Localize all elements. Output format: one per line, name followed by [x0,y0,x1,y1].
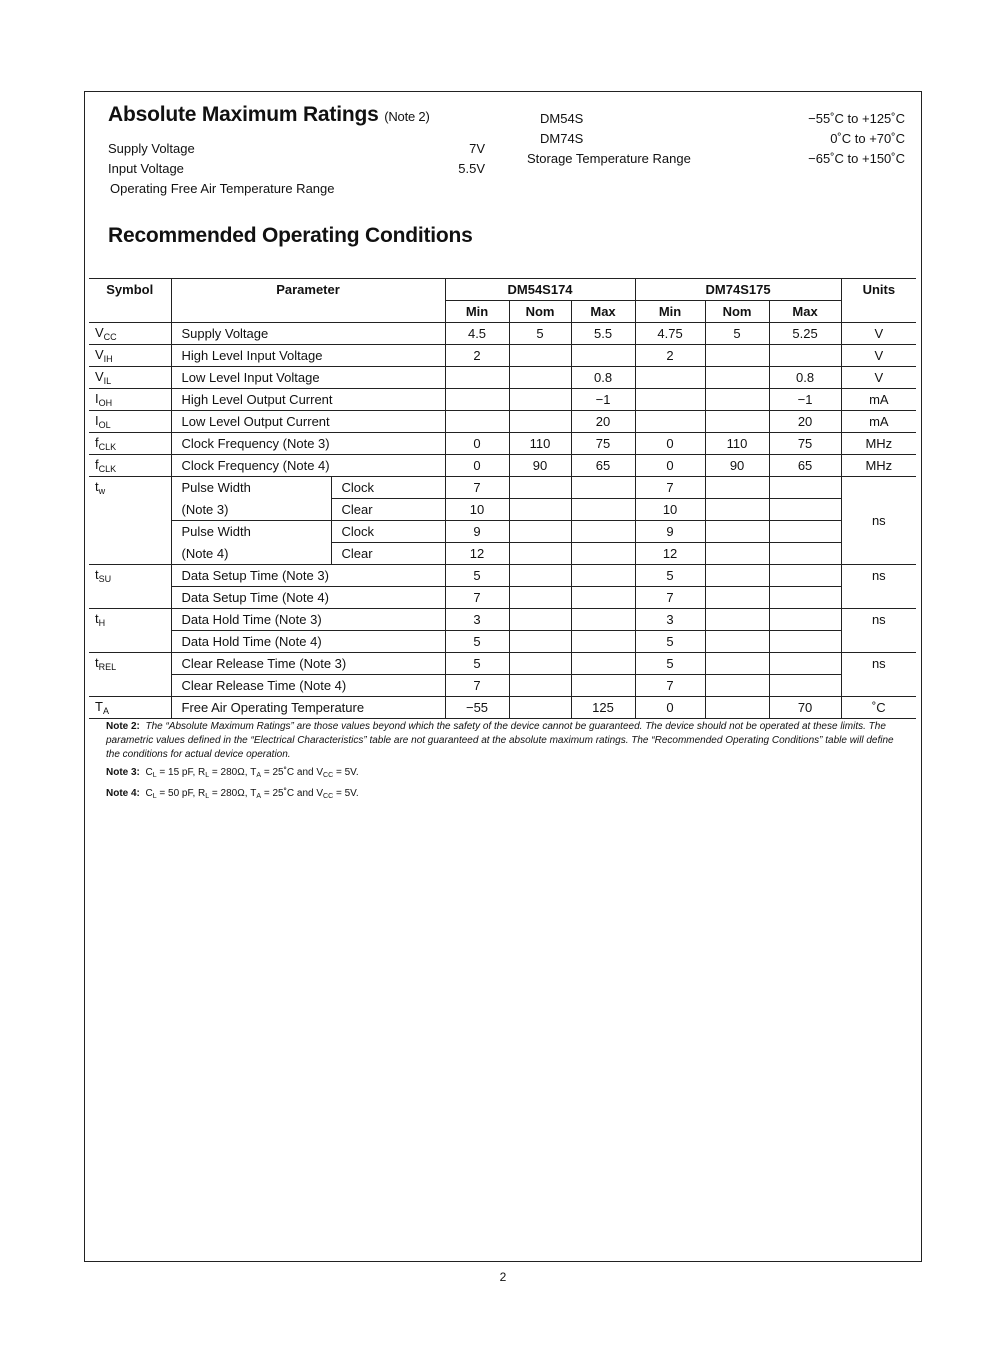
parameter-sub-cell: Clock [331,521,445,543]
header-parameter: Parameter [171,279,445,323]
abs-right-value-2: −65˚C to +150˚C [808,151,905,166]
parameter-cell: Clock Frequency (Note 3) [171,433,445,455]
value-cell: 10 [635,499,705,521]
value-cell [769,345,841,367]
unit-cell: mA [841,389,916,411]
symbol-cell: $t_H$ [89,609,171,653]
unit-cell: ns [841,477,916,565]
abs-max-title-text: Absolute Maximum Ratings [108,103,379,126]
parameter-cell: Clear Release Time (Note 3) [171,653,445,675]
value-cell [705,411,769,433]
table-row [89,433,916,455]
value-cell [445,367,509,389]
value-cell [445,411,509,433]
table-row [89,543,916,565]
parameter-cell: Free Air Operating Temperature [171,697,445,719]
value-cell: 7 [445,587,509,609]
header-min: Min [445,301,509,323]
value-cell: 4.5 [445,323,509,345]
value-cell [509,697,571,719]
value-cell: 7 [445,675,509,697]
value-cell: 0.8 [769,367,841,389]
value-cell: 7 [635,477,705,499]
roc-title: Recommended Operating Conditions [108,224,473,247]
parameter-cell: Data Hold Time (Note 3) [171,609,445,631]
value-cell: 0 [445,455,509,477]
value-cell: 5 [635,631,705,653]
header-nom: Nom [509,301,571,323]
parameter-sub-cell: Clock [331,477,445,499]
header-min: Min [635,301,705,323]
parameter-cell: Pulse Width [171,521,331,543]
value-cell: 0 [635,697,705,719]
parameter-cell: Data Setup Time (Note 3) [171,565,445,587]
value-cell [509,345,571,367]
unit-cell: ns [841,653,916,675]
header-max: Max [571,301,635,323]
value-cell: −1 [571,389,635,411]
symbol-cell: $f_{CLK}$ [89,433,171,455]
symbol-cell: $V_{IH}$ [89,345,171,367]
table-row [89,631,916,653]
value-cell: 125 [571,697,635,719]
value-cell [705,389,769,411]
abs-left-label-2: Operating Free Air Temperature Range [110,181,335,196]
value-cell: 65 [769,455,841,477]
value-cell [635,389,705,411]
header-group2: DM74S175 [635,279,841,301]
abs-right-value-0: −55˚C to +125˚C [808,111,905,126]
header-nom: Nom [705,301,769,323]
table-row [89,653,916,675]
value-cell: 7 [635,587,705,609]
symbol-cell: $I_{OL}$ [89,411,171,433]
value-cell [705,367,769,389]
value-cell: 3 [445,609,509,631]
value-cell: 4.75 [635,323,705,345]
header-max: Max [769,301,841,323]
value-cell: 9 [635,521,705,543]
unit-cell: MHz [841,433,916,455]
value-cell: 5 [509,323,571,345]
value-cell: 5 [445,565,509,587]
unit-cell: V [841,323,916,345]
parameter-cell: High Level Output Current [171,389,445,411]
parameter-cell: Clear Release Time (Note 4) [171,675,445,697]
value-cell: 9 [445,521,509,543]
parameter-cell: Low Level Output Current [171,411,445,433]
parameter-cell: Low Level Input Voltage [171,367,445,389]
header-units: Units [841,279,916,323]
value-cell: 7 [635,675,705,697]
value-cell: 5.25 [769,323,841,345]
table-row [89,345,916,367]
value-cell: 12 [635,543,705,565]
value-cell: 75 [769,433,841,455]
notes-section [106,720,906,808]
abs-left-label-0: Supply Voltage [108,141,195,156]
abs-max-title [108,103,430,127]
value-cell: 110 [509,433,571,455]
value-cell: −55 [445,697,509,719]
table-row [89,565,916,587]
table-row [89,323,916,345]
value-cell: 110 [705,433,769,455]
value-cell: 0 [445,433,509,455]
value-cell: 12 [445,543,509,565]
parameter-sub-cell: Clear [331,499,445,521]
parameter-cell: Supply Voltage [171,323,445,345]
note-4: Note 4: $C_L = 50$ pF, $R_L = 280\Omega$, $T_A$ = 25˚C and $V_{CC} = 5V$. [106,788,359,800]
value-cell [705,697,769,719]
table-row [89,389,916,411]
abs-right-label-2: Storage Temperature Range [527,151,691,166]
value-cell: 5 [445,631,509,653]
unit-cell: V [841,345,916,367]
value-cell: 2 [635,345,705,367]
table-row [89,521,916,543]
value-cell: 5 [635,565,705,587]
symbol-cell: $t_{SU}$ [89,565,171,609]
value-cell [571,345,635,367]
symbol-cell: $t_{REL}$ [89,653,171,697]
value-cell: 5 [445,653,509,675]
value-cell: 0.8 [571,367,635,389]
value-cell [509,389,571,411]
note-2: Note 2: The “Absolute Maximum Ratings” are those values beyond which the safety of the device cannot be guaranteed. The device should not be operated at these limits. The parametric values defined in the “Electrical Characteristics” table are not guaranteed at the absolute maximum ratings. The “Recommended Operating Conditions” table will define the conditions for actual device operation. [106,721,894,760]
table-row [89,455,916,477]
abs-left-value-1: 5.5V [458,161,485,176]
unit-cell: ns [841,565,916,587]
abs-right-value-1: 0˚C to +70˚C [830,131,905,146]
value-cell: 90 [509,455,571,477]
value-cell: 10 [445,499,509,521]
symbol-cell: $V_{CC}$ [89,323,171,345]
abs-right-label-0: DM54S [540,111,584,126]
value-cell: 5 [705,323,769,345]
value-cell: 20 [769,411,841,433]
symbol-cell: $T_A$ [89,697,171,719]
value-cell: 3 [635,609,705,631]
unit-cell: ns [841,609,916,631]
header-symbol: Symbol [89,279,171,323]
abs-right-label-1: DM74S [540,131,584,146]
abs-left-label-1: Input Voltage [108,161,184,176]
table-row [89,367,916,389]
table-row [89,499,916,521]
roc-table [89,278,916,719]
value-cell [509,367,571,389]
abs-max-title-note: (Note 2) [384,109,430,124]
value-cell [705,345,769,367]
value-cell: 0 [635,433,705,455]
parameter-sub-cell: Clear [331,543,445,565]
value-cell: 7 [445,477,509,499]
value-cell: 20 [571,411,635,433]
header-group1: DM54S174 [445,279,635,301]
symbol-cell: $V_{IL}$ [89,367,171,389]
parameter-cell: High Level Input Voltage [171,345,445,367]
value-cell [509,411,571,433]
value-cell [635,411,705,433]
value-cell: 2 [445,345,509,367]
parameter-cell: (Note 3) [171,499,331,521]
parameter-cell: Data Hold Time (Note 4) [171,631,445,653]
table-row [89,609,916,631]
parameter-cell: (Note 4) [171,543,331,565]
value-cell [445,389,509,411]
value-cell: 5 [635,653,705,675]
table-row [89,477,916,499]
note-3: Note 3: $C_L = 15$ pF, $R_L = 280\Omega$, $T_A$ = 25˚C and $V_{CC} = 5V$. [106,767,359,779]
value-cell: 75 [571,433,635,455]
parameter-cell: Clock Frequency (Note 4) [171,455,445,477]
value-cell [635,367,705,389]
table-row [89,587,916,609]
symbol-cell: $I_{OH}$ [89,389,171,411]
unit-cell: ˚C [841,697,916,719]
unit-cell: MHz [841,455,916,477]
value-cell: 65 [571,455,635,477]
value-cell: 5.5 [571,323,635,345]
value-cell: 0 [635,455,705,477]
table-row [89,697,916,719]
value-cell: −1 [769,389,841,411]
value-cell: 70 [769,697,841,719]
value-cell: 90 [705,455,769,477]
parameter-cell: Data Setup Time (Note 4) [171,587,445,609]
table-row [89,411,916,433]
unit-cell: V [841,367,916,389]
symbol-cell: $t_w$ [89,477,171,565]
page-number: 2 [499,1270,507,1284]
table-row [89,675,916,697]
parameter-cell: Pulse Width [171,477,331,499]
symbol-cell: $f_{CLK}$ [89,455,171,477]
abs-left-value-0: 7V [469,141,485,156]
unit-cell: mA [841,411,916,433]
